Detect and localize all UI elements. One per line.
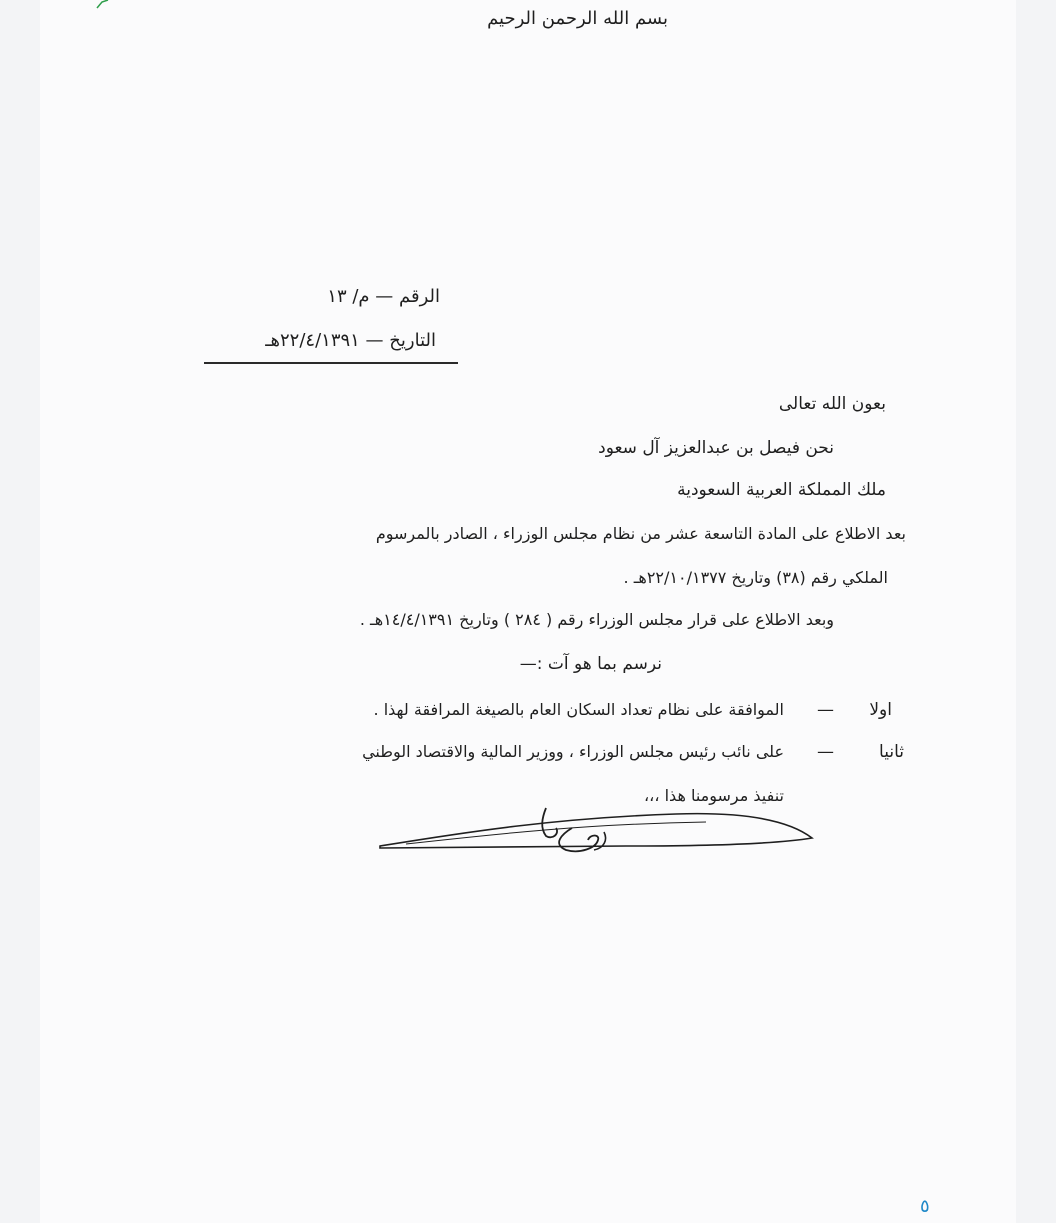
green-check-mark-icon — [96, 0, 110, 10]
date-underline — [204, 362, 458, 364]
item-1-dash: — — [817, 700, 834, 720]
preamble-line-1: بعد الاطلاع على المادة التاسعة عشر من نظام مجلس الوزراء ، الصادر بالمرسوم — [375, 524, 906, 543]
page-number: ٥ — [920, 1196, 930, 1217]
preamble-line-3: وبعد الاطلاع على قرار مجلس الوزراء رقم ( ٢٨٤ ) وتاريخ ١٤/٤/١٣٩١هـ . — [359, 610, 834, 629]
king-title: ملك المملكة العربية السعودية — [677, 480, 886, 500]
reference-number: الرقم — م/ ١٣ — [327, 286, 440, 307]
item-2-text: على نائب رئيس مجلس الوزراء ، ووزير المالية والاقتصاد الوطني — [362, 742, 784, 761]
preamble-line-2: الملكي رقم (٣٨) وتاريخ ٢٢/١٠/١٣٧٧هـ . — [623, 568, 888, 587]
item-1-label: اولا — [869, 700, 892, 720]
item-2-dash: — — [817, 742, 834, 762]
reference-date: التاريخ — ٢٢/٤/١٣٩١هـ — [265, 330, 436, 351]
closing-line: تنفيذ مرسومنا هذا ،،، — [644, 786, 784, 805]
basmala: بسم الله الرحمن الرحيم — [487, 8, 668, 29]
decree-statement: نرسم بما هو آت :— — [519, 654, 662, 674]
item-2-label: ثانيا — [879, 742, 904, 762]
king-name: نحن فيصل بن عبدالعزيز آل سعود — [598, 438, 834, 458]
invocation-line: بعون الله تعالى — [778, 394, 886, 414]
signature-icon — [376, 804, 816, 860]
item-1-text: الموافقة على نظام تعداد السكان العام بالصيغة المرافقة لهذا . — [373, 700, 784, 719]
